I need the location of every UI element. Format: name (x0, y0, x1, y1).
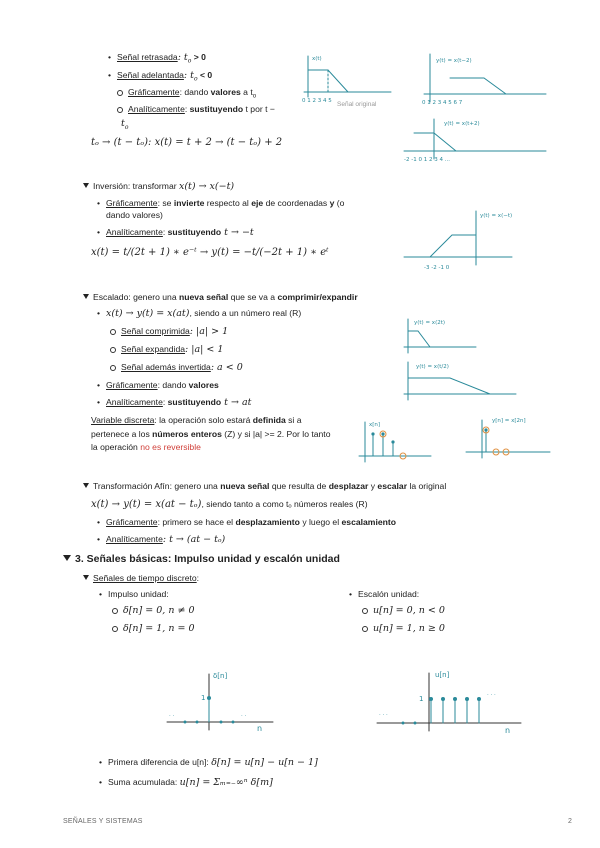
list-item-analiticamente: • Analíticamente: sustituyendo t → −t (106, 227, 254, 240)
list-item-graficamente: Gráficamente: dando valores a $t_o$ (128, 87, 257, 100)
sketch-axis: n (505, 726, 511, 735)
sketch-axis: n (257, 724, 263, 733)
list-item-suma-acumulada: • Suma acumulada: u[n] = Σₘ₌₋∞ⁿ δ[m] (108, 777, 273, 790)
toggle-escalado[interactable]: Escalado: genero una nueva señal que se va a comprimir/expandir (83, 292, 358, 304)
paragraph-variable-discreta: Variable discreta: la operación solo estará definida si a pertenece a los números enteros (Z) y si |a| >= 2. Por lo tanto la operación no es reversible (91, 415, 331, 453)
caption-senal-original: Señal original (337, 101, 377, 108)
sketch-label: y(t) = x(t−2) (436, 58, 472, 64)
sketch-discreta-original (355, 418, 435, 468)
sketch-ticks: -2 -1 0 1 2 3 4 ... (404, 157, 450, 163)
list-item-impulso: • Impulso unidad: (108, 589, 169, 601)
triangle-down-icon (83, 294, 89, 299)
sketch-label: u[n] (435, 671, 450, 679)
sketch-senal-retrasada (420, 50, 550, 110)
list-item-escalon-1: u[n] = 0, n < 0 (373, 605, 445, 616)
sketch-discreta-escalada (462, 412, 554, 464)
list-item-graficamente: • Gráficamente: dando valores (106, 380, 219, 392)
triangle-down-icon (83, 183, 89, 188)
formula-afin: x(t) → y(t) = x(at − tₒ), siendo tanto a como tₒ números reales (R) (91, 499, 368, 510)
list-item-analiticamente: • Analíticamente: t → (at − tₒ) (106, 534, 225, 547)
list-item-analiticamente: • Analíticamente: sustituyendo t → at (106, 397, 251, 410)
sketch-senal-invertida (400, 205, 520, 275)
list-item-escalon-2: u[n] = 1, n ≥ 0 (373, 623, 445, 634)
sketch-label: δ[n] (213, 672, 228, 680)
sketch-label: y(t) = x(t/2) (416, 364, 449, 370)
sketch-impulso-unidad (165, 668, 275, 734)
sketch-senal-adelantada (400, 115, 550, 165)
svg-text:. .: . . (169, 712, 175, 718)
list-item-expandida: Señal expandida: |a| < 1 (121, 344, 224, 355)
page-number: 2 (568, 818, 573, 825)
list-item-primera-diferencia: • Primera diferencia de u[n]: δ[n] = u[n] − u[n − 1] (108, 757, 318, 770)
toggle-transformacion-afin[interactable]: Transformación Afín: genero una nueva señal que resulta de desplazar y escalar la original (83, 481, 446, 493)
section-heading-senales-basicas[interactable]: 3. Señales básicas: Impulso unidad y escalón unidad (63, 552, 340, 566)
svg-text:. . .: . . . (487, 691, 496, 697)
sketch-escalon-unidad (375, 665, 525, 737)
list-item-graficamente: • Gráficamente: se invierte respecto al eje de coordenadas y (o (106, 198, 356, 210)
svg-text:. .: . . (241, 712, 247, 718)
list-item-invertida: Señal además invertida: a < 0 (121, 362, 243, 373)
footer-title: SEÑALES Y SISTEMAS (63, 818, 143, 825)
triangle-down-icon (83, 575, 89, 580)
formula-desplazamiento: tₒ → (t − tₒ): x(t) = t + 2 → (t − tₒ) + 2 (91, 137, 283, 148)
sketch-label: x[n] (369, 422, 381, 428)
list-item-analiticamente: Analíticamente: sustituyendo t por t − (128, 104, 275, 114)
list-item-adelantada: • Señal adelantada: $t_o < 0$ (117, 70, 212, 84)
sketch-label: y[n] = x[2n] (492, 418, 526, 424)
continuation-text: dando valores) (106, 210, 163, 220)
list-item-escalado-def: • x(t) → y(t) = x(at), siendo a un número real (R) (106, 308, 301, 321)
svg-text:. . .: . . . (379, 711, 388, 717)
sketch-label: y(t) = x(2t) (414, 320, 446, 326)
sketch-senal-expandida (400, 358, 520, 403)
list-item-escalon: • Escalón unidad: (358, 589, 419, 601)
formula-inversion: x(t) = t/(2t + 1) ∗ e⁻ᵗ → y(t) = −t/(−2t + 1) ∗ eᵗ (91, 247, 329, 258)
sketch-label: y(t) = x(t+2) (444, 121, 480, 127)
sketch-senal-comprimida (400, 315, 480, 355)
list-item-impulso-2: δ[n] = 1, n = 0 (123, 623, 195, 634)
toggle-tiempo-discreto[interactable]: Señales de tiempo discreto: (83, 573, 199, 585)
sketch-label: y(t) = x(−t) (480, 213, 513, 219)
sketch-ticks: 0 1 2 3 4 5 6 7 (422, 100, 463, 106)
list-item-impulso-1: δ[n] = 0, n ≠ 0 (123, 605, 195, 616)
list-item-comprimida: Señal comprimida: |a| > 1 (121, 326, 229, 337)
sketch-label: x(t) (312, 56, 322, 62)
sketch-value: 1 (419, 695, 424, 703)
sketch-ticks: -3 -2 -1 0 (424, 265, 450, 271)
list-item-graficamente: • Gráficamente: primero se hace el desplazamiento y luego el escalamiento (106, 517, 396, 529)
sketch-value: 1 (201, 694, 206, 702)
sketch-ticks: 0 1 2 3 4 5 (302, 98, 332, 104)
triangle-down-icon (83, 483, 89, 488)
toggle-inversion[interactable]: Inversión: transformar x(t) → x(−t) (83, 181, 234, 194)
list-item-retrasada: • Señal retrasada: $t_o > 0$ (117, 52, 206, 66)
triangle-down-icon (63, 555, 71, 561)
continuation-text: $t_o$ (121, 118, 129, 131)
